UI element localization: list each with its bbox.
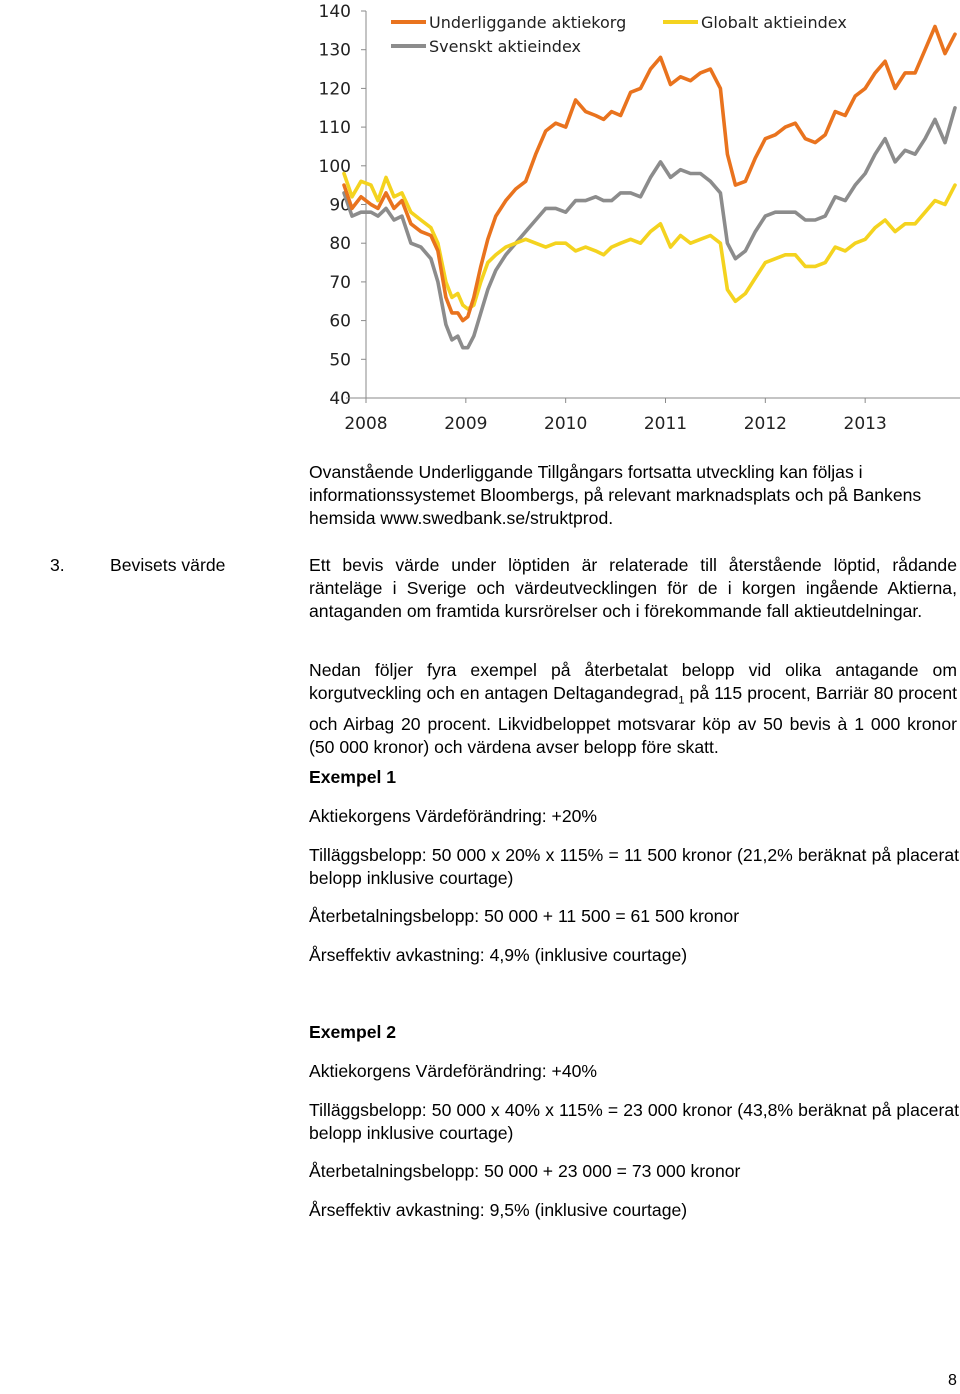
- series-line-2: [344, 108, 955, 348]
- examples-intro-paragraph: [309, 659, 957, 759]
- example-1-annual: Årseffektiv avkastning: 4,9% (inklusive courtage): [309, 945, 688, 965]
- x-tick-label: 2011: [643, 414, 688, 434]
- x-tick-label: 2012: [743, 414, 787, 434]
- y-tick-label: 140: [318, 2, 351, 22]
- y-tick-label: 60: [329, 311, 351, 332]
- legend-label-2: Globalt aktieindex: [701, 13, 847, 32]
- example-2-additional: Tilläggsbelopp: 50 000 x 40% x 115% = 23 000 kronor (43,8% beräknat på placerat belopp inklusive courtage): [309, 1100, 959, 1143]
- example-2-heading: Exempel 2: [309, 1022, 397, 1042]
- example-1-additional: Tilläggsbelopp: 50 000 x 20% x 115% = 11 500 kronor (21,2% beräknat på placerat belopp inklusive courtage): [309, 845, 959, 888]
- y-tick-label: 110: [318, 118, 351, 139]
- y-tick-label: 130: [318, 40, 351, 61]
- examples-intro-part2: på 115 procent, Barriär 80 procent och Airbag 20 procent. Likvidbeloppet motsvarar köp av 50 bevis à 1 000 kronor (50 000 kronor) och värdena avser belopp före skatt.: [309, 683, 957, 757]
- y-tick-label: 40: [329, 389, 351, 409]
- y-tick-label: 80: [329, 234, 351, 255]
- chart-axes: [319, 2, 960, 434]
- section-number: 3.: [50, 555, 65, 575]
- example-1-heading: Exempel 1: [309, 767, 397, 787]
- y-tick-label: 90: [329, 195, 351, 216]
- y-tick-label: 50: [329, 350, 351, 371]
- chart-caption: Ovanstående Underliggande Tillgångars fortsatta utveckling kan följas i informationssystemet Bloombergs, på relevant marknadsplats och på Bankens hemsida www.swedbank.se/struktprod.: [309, 462, 922, 528]
- y-tick-label: 100: [318, 156, 351, 177]
- examples-intro-part1: Nedan följer fyra exempel på återbetalat belopp vid olika antagande om korgutveckling och en antagen Deltagandegrad: [309, 660, 957, 703]
- deltagandegrad-subscript: 1: [678, 694, 685, 707]
- index-line-chart: [300, 0, 960, 440]
- legend-label-1: Underliggande aktiekorg: [429, 13, 627, 32]
- example-1-change: Aktiekorgens Värdeförändring: +20%: [309, 806, 598, 826]
- example-2-annual: Årseffektiv avkastning: 9,5% (inklusive courtage): [309, 1200, 688, 1220]
- series-line-3: [344, 174, 955, 310]
- x-tick-label: 2008: [344, 414, 388, 434]
- chart-legend: [391, 13, 847, 56]
- example-2-repayment: Återbetalningsbelopp: 50 000 + 23 000 = 73 000 kronor: [309, 1161, 741, 1181]
- chart-series-lines: [344, 27, 955, 348]
- y-tick-label: 70: [329, 272, 351, 293]
- example-2-change: Aktiekorgens Värdeförändring: +40%: [309, 1061, 598, 1081]
- page-number: 8: [948, 1372, 957, 1389]
- x-tick-label: 2013: [843, 414, 887, 434]
- example-1-repayment: Återbetalningsbelopp: 50 000 + 11 500 = 61 500 kronor: [309, 906, 740, 926]
- section-title: Bevisets värde: [110, 555, 226, 575]
- y-tick-label: 120: [318, 79, 351, 100]
- section-intro-paragraph: Ett bevis värde under löptiden är relaterade till återstående löptid, rådande ränteläge i Sverige och värdeutvecklingen för de i korgen ingående Aktierna, antaganden om framtida kursrörelser och i förekommande fall aktieutdelningar.: [309, 555, 957, 621]
- x-tick-label: 2010: [544, 414, 588, 434]
- legend-label-3: Svenskt aktieindex: [429, 37, 581, 56]
- x-tick-label: 2009: [444, 414, 488, 434]
